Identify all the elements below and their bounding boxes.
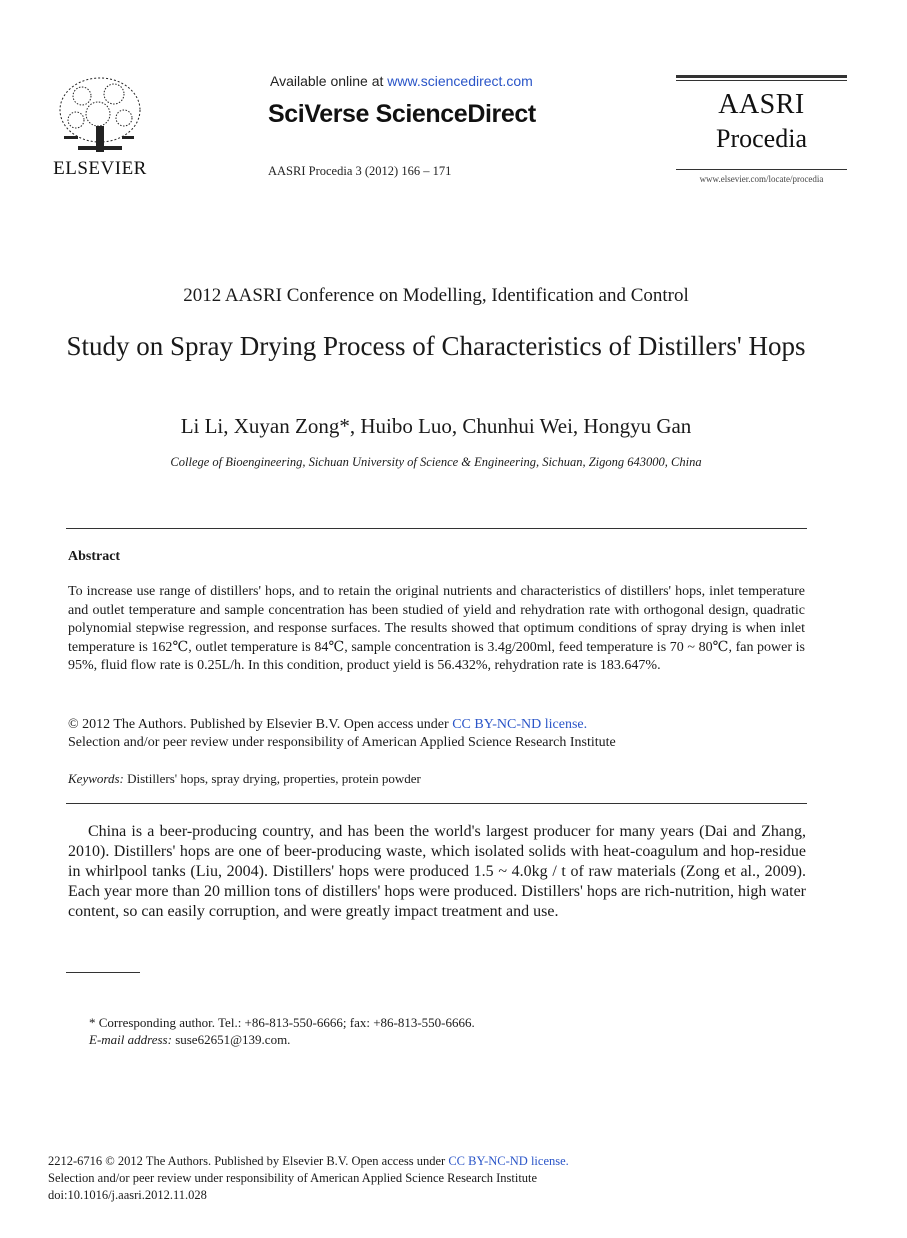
journal-name-line2: Procedia (716, 124, 807, 153)
corresponding-author-note: * Corresponding author. Tel.: +86-813-550-6666; fax: +86-813-550-6666. (89, 1015, 475, 1030)
author-list: Li Li, Xuyan Zong*, Huibo Luo, Chunhui Wei, Hongyu Gan (180, 414, 692, 438)
keywords-line (68, 771, 421, 787)
keywords-list: Distillers' hops, spray drying, properties, protein powder (123, 771, 421, 786)
abstract-bottom-rule (66, 803, 807, 804)
keywords-label: Keywords: (68, 771, 124, 786)
journal-box-rule-bottom (676, 169, 847, 170)
conference-name: 2012 AASRI Conference on Modelling, Identification and Control (183, 285, 689, 306)
journal-url-link[interactable]: www.elsevier.com/locate/procedia (699, 174, 824, 184)
publisher-logo-text: ELSEVIER (53, 158, 147, 179)
peer-review-line: Selection and/or peer review under responsibility of American Applied Science Research Institute (68, 735, 616, 750)
affiliation: College of Bioengineering, Sichuan University of Science & Engineering, Sichuan, Zigong 643000, China (170, 455, 702, 469)
intro-paragraph: China is a beer-producing country, and has been the world's largest producer for many years (Dai and Zhang, 2010). Distillers' hops are one of beer-producing waste, which isolated solids with heat-coagulum and hop-residue in whirlpool tanks (Liu, 2004). Distillers' hops were produced 1.5 ~ 4.0kg / t of raw materials (Zong et al., 2009). Each year more than 20 million tons of distillers' hops were produced. Distillers' hops are rich-nutrition, high water content, so can easily corruption, and were greatly impact treatment and use. (68, 823, 806, 920)
journal-box-rule-thin (676, 80, 847, 81)
sciencedirect-link[interactable]: www.sciencedirect.com (387, 73, 533, 89)
email-label: E-mail address: (89, 1032, 172, 1047)
footnote-rule (66, 972, 140, 973)
abstract-text: To increase use range of distillers' hops, and to retain the original nutrients and characteristics of distillers' hops, inlet temperature and outlet temperature and sample concentration has been studied of yield and rehydration rate with orthogonal design, quadratic polynomial stepwise regression, and response surfaces. The results showed that optimum conditions of spray drying is when inlet temperature is 162℃, outlet temperature is 84℃, sample concentration is 3.4g/200ml, feed temperature is 70 ~ 80℃, fan power is 95%, fluid flow rate is 0.25L/h. In this condition, product yield is 56.432%, rehydration rate is 183.647%. (68, 584, 805, 674)
license-link[interactable]: CC BY-NC-ND license. (452, 717, 588, 732)
footer-doi[interactable]: doi:10.1016/j.aasri.2012.11.028 (48, 1188, 207, 1202)
available-online-line (270, 73, 533, 89)
copyright-line (68, 717, 587, 733)
abstract-top-rule (66, 528, 807, 529)
email-address[interactable]: suse62651@139.com. (171, 1032, 291, 1047)
email-note (89, 1032, 290, 1048)
abstract-heading: Abstract (68, 549, 121, 564)
journal-box-rule-thick (676, 75, 847, 78)
footer-issn-line (48, 1154, 569, 1169)
journal-citation: AASRI Procedia 3 (2012) 166 – 171 (268, 164, 452, 178)
available-prefix: Available online at (270, 73, 388, 89)
footer-license-link[interactable]: CC BY-NC-ND license. (448, 1154, 569, 1168)
footer-review-line: Selection and/or peer review under responsibility of American Applied Science Research Institute (48, 1171, 538, 1185)
footer-issn-prefix: 2212-6716 © 2012 The Authors. Published by Elsevier B.V. Open access under (48, 1154, 449, 1168)
sciverse-brand: SciVerse ScienceDirect (268, 100, 536, 128)
paper-title: Study on Spray Drying Process of Characteristics of Distillers' Hops (66, 331, 806, 361)
copyright-prefix: © 2012 The Authors. Published by Elsevier B.V. Open access under (68, 717, 453, 732)
journal-name-line1: AASRI (718, 89, 805, 120)
